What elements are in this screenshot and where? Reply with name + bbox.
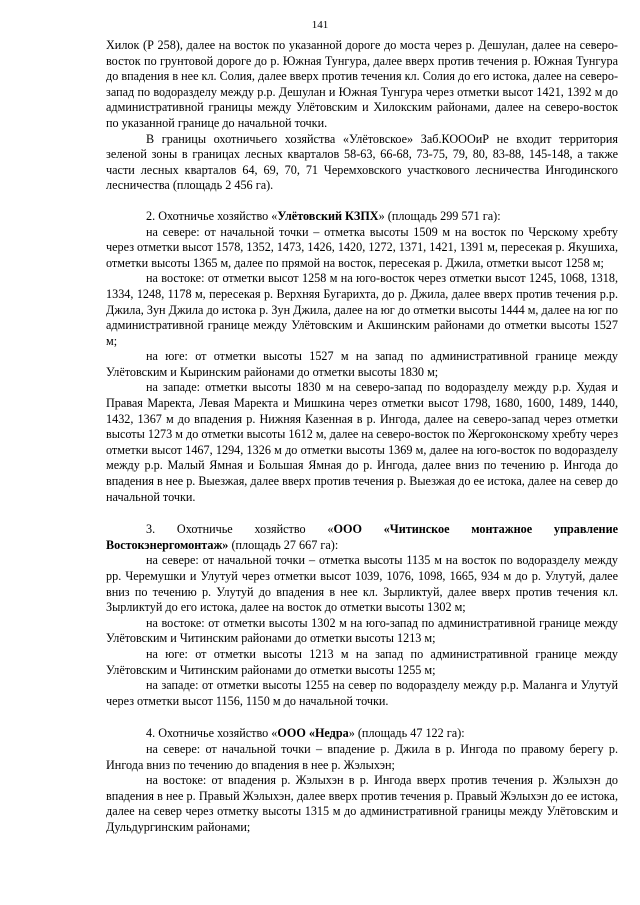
- section-3-post: (площадь 27 667 га):: [228, 537, 339, 552]
- section-2-pre: 2. Охотничье хозяйство «: [146, 208, 278, 223]
- paragraph-exclusion: В границы охотничьего хозяйства «Улётовское» Заб.КОООиР не входит территория зеленой зоны в границах лесных кварталов 58-63, 66-68, 73-75, 79, 80, 83-88, 145-148, а также части лесных кварталов 64, 69, 70, 71 Черемховского участкового лесничества Ингодинского лесничества (площадь 2 456 га).: [106, 131, 618, 193]
- section-2-west: на западе: отметки высоты 1830 м на северо-запад по водоразделу между р.р. Худая и Правая Маректа, Левая Маректа и Мишкина через отметки высот 1798, 1680, 1600, 1489, 1440, 1432, 1367 м до впадения р. Нижняя Казенная в р. Ингода, далее на северо-запад через отметки высоты 1273 м до отметки высоты 1612 м, далее на северо-восток по Жергоконскому хребту через отметки высот 1467, 1294, 1326 м до отметки высоты 1369 м, далее на юго-восток по водоразделу между р.р. Малый Ямная и Большая Ямная до р. Ингода, далее вниз по течению р. Ингода до впадения в нее р. Выезжая, далее вверх против течения р. Выезжая до ее истока, далее на север до начальной точки.: [106, 380, 619, 504]
- section-3-name: ООО «Читинское монтажное управление Востокэнергомонтаж»: [106, 522, 618, 552]
- section-3-north: на севере: от начальной точки – отметка высоты 1135 м на восток по водоразделу между рр. Черемушки и Улутуй через отметки высот 1039, 1076, 1098, 1665, 934 м до р. Улутуй, далее вниз по течению р. Улутуй до впадения в нее кл. Зырликтуй, далее вверх против течения кл. Зырликтуй до его истока, далее на восток до отметки высоты 1302 м;: [106, 553, 618, 615]
- section-4-name: ООО «Недра: [277, 726, 349, 741]
- page-number: 141: [311, 19, 329, 31]
- section-3-west: на западе: от отметки высоты 1255 на север по водоразделу между р.р. Маланга и Улутуй через отметки высот 1156, 1150 м до начальной точки.: [106, 678, 618, 708]
- section-4-heading: [106, 726, 618, 742]
- section-3-pre: 3. Охотничье хозяйство «: [146, 522, 334, 537]
- section-3-south: на юге: от отметки высоты 1213 м на запад по административной границе между Улётовским и Читинским районами до отметки высоты 1255 м;: [106, 646, 618, 677]
- section-4-north: на севере: от начальной точки – впадение р. Джила в р. Ингода по правому берегу р. Ингода вниз по течению до впадения в нее р. Жэлыхэн;: [106, 741, 618, 772]
- document-body: [106, 38, 618, 836]
- section-2-south: на юге: от отметки высоты 1527 м на запад по административной границе между Улётовским и Кыринским районами до отметки высоты 1830 м;: [106, 349, 618, 379]
- section-2-north: на севере: от начальной точки – отметка высоты 1509 м на восток по Черскому хребту через отметки высот 1578, 1352, 1473, 1426, 1420, 1272, 1371, 1421, 1391 м, пересекая р. Якушиха, отметки высоты 1365 м, далее по прямой на восток, пересекая р. Джила, отметки высот 1258 м;: [106, 224, 618, 270]
- section-2-heading: [106, 209, 618, 225]
- section-4-east: на востоке: от впадения р. Жэлыхэн в р. Ингода вверх против течения р. Жэлыхэн до впадения в нее р. Правый Жэлыхэн, далее вверх против течения р. Правый Жэлыхэн до ее истока, далее на север через отметку высоты 1315 м до административной границы между Улётовским и Дульдургинским районами;: [106, 773, 618, 834]
- section-3-heading: [106, 522, 618, 553]
- section-2-post: » (площадь 299 571 га):: [378, 208, 501, 223]
- section-4-post: » (площадь 47 122 га):: [348, 726, 465, 741]
- section-2-name: Улётовский КЗПХ: [277, 208, 379, 223]
- paragraph-intro: Хилок (Р 258), далее на восток по указанной дороге до моста через р. Дешулан, далее на северо-восток по грунтовой дороге до р. Южная Тунгура, далее вверх против течения р. Южная Тунгура до впадения в нее кл. Солия, далее вверх против течения кл. Солия до его истока, далее на северо-запад по водоразделу между р.р. Дешулан и Южная Тунгура через отметки высот 1421, 1392 м до административной границы между Улётовским и Хилокским районами, далее на северо-восток по указанной границе до начальной точки.: [106, 38, 618, 130]
- section-4-pre: 4. Охотничье хозяйство «: [146, 726, 278, 741]
- section-2-east: на востоке: от отметки высот 1258 м на юго-восток через отметки высот 1245, 1068, 1318, 1334, 1248, 1178 м, пересекая р. Верхняя Бугарихта, до р. Джила, далее вверх против течения р.р. Джила, Зун Джила до истока р. Зун Джила, далее на юг до отметки высоты 1444 м, далее на юг по административной границе между Улётовским и Акшинским районами до отметки высоты 1527 м;: [106, 271, 618, 348]
- section-3-east: на востоке: от отметки высоты 1302 м на юго-запад по административной границе между Улётовским и Читинским районами до отметки высоты 1213 м;: [106, 615, 618, 646]
